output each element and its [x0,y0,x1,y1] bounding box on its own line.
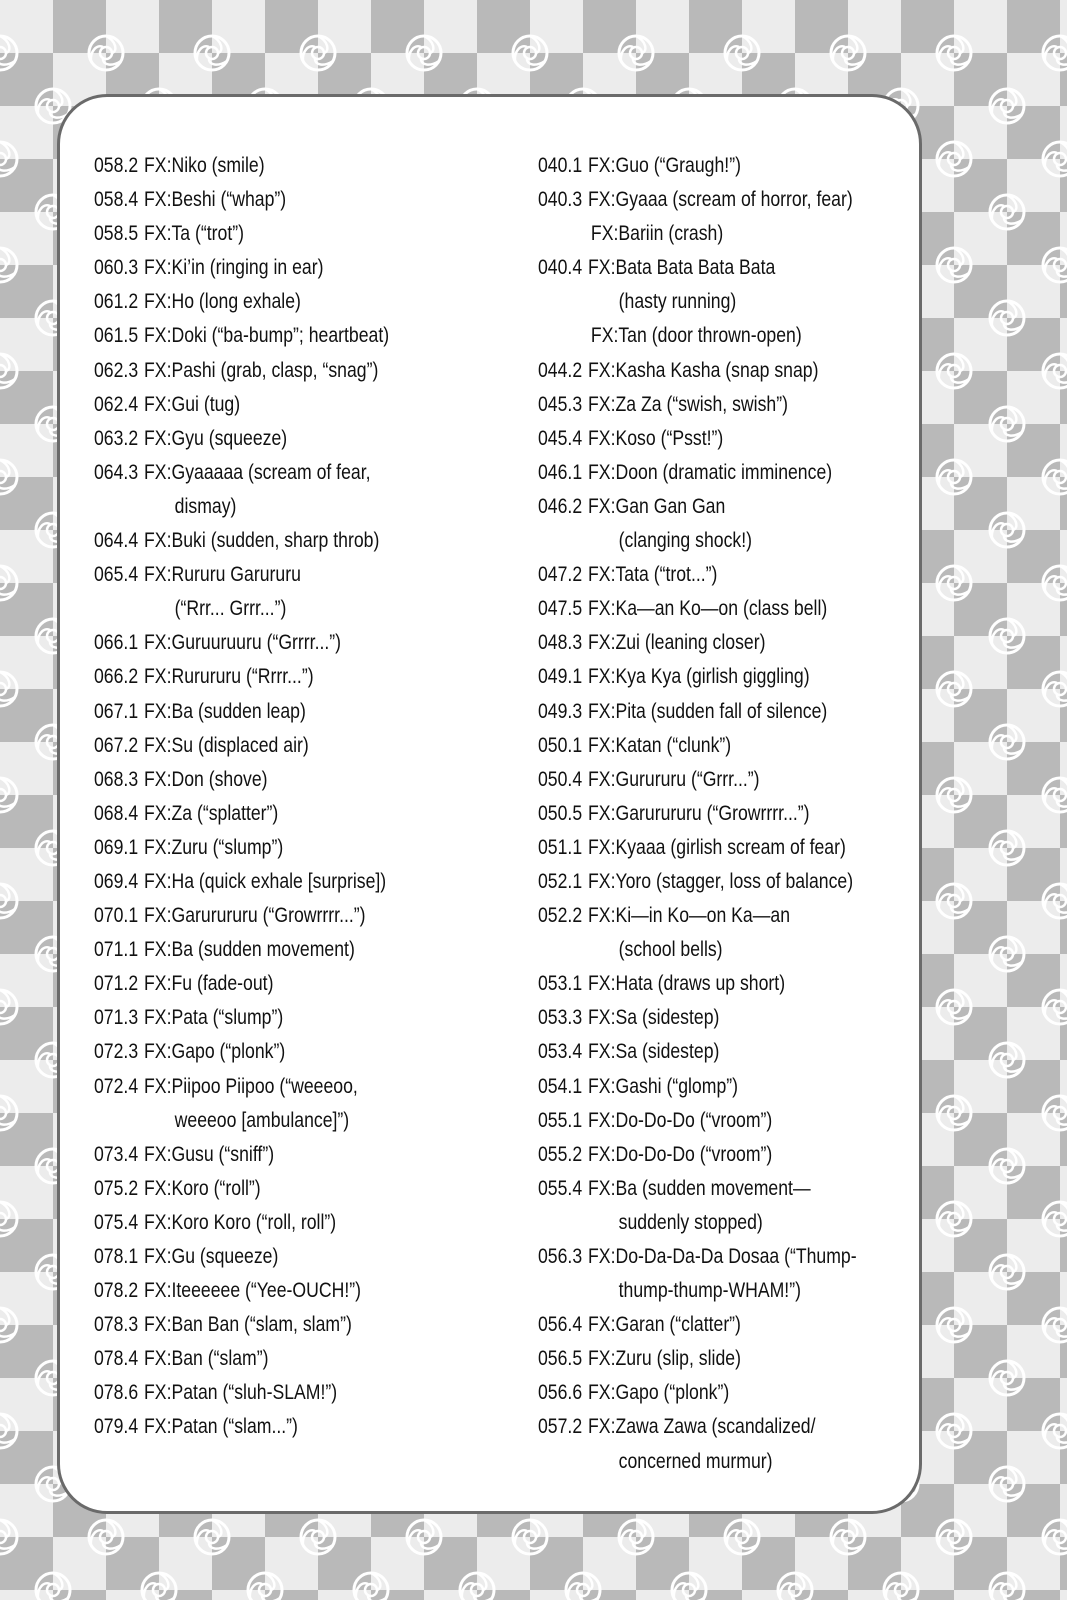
fx-entry [538,1308,861,1342]
fx-page-number: 078.4 [94,1347,139,1371]
fx-description: FX:Ki—in Ko—on Ka—an [588,904,791,928]
fx-description: FX:Koro Koro (“roll, roll”) [144,1210,337,1234]
fx-entry [94,967,438,1001]
fx-entry [94,1172,438,1206]
fx-entry [94,1308,438,1342]
fx-description-continued: concerned murmur) [618,1449,773,1473]
fx-entry [538,1376,861,1410]
fx-description-continued: thump-thump-WHAM!”) [618,1279,801,1303]
fx-page-number: 060.3 [94,256,139,280]
fx-description: FX:Ba (sudden movement— [588,1176,811,1200]
fx-entry [94,1410,438,1444]
fx-entry [538,865,861,899]
fx-description: FX:Ho (long exhale) [144,290,301,314]
fx-description: FX:Za (“splatter”) [144,801,279,825]
fx-page-number: 067.2 [94,733,139,757]
fx-page-number: 065.4 [94,563,139,587]
fx-description-continued: FX:Tan (door thrown-open) [590,324,802,348]
fx-entry [538,797,861,831]
fx-description: FX:Patan (“slam...”) [144,1415,298,1439]
fx-description: FX:Garurururu (“Growrrrr...”) [588,801,810,825]
fx-description: FX:Kasha Kasha (snap snap) [588,358,819,382]
fx-description: FX:Za Za (“swish, swish”) [588,392,788,416]
fx-entry [94,1035,438,1069]
fx-entry [94,899,438,933]
fx-description-continued: (clanging shock!) [618,529,752,553]
fx-description: FX:Koro (“roll”) [144,1176,261,1200]
fx-description: FX:Rururu Garururu [144,563,301,587]
fx-page-number: 047.2 [538,563,583,587]
fx-description: FX:Do-Do-Do (“vroom”) [588,1142,773,1166]
fx-page-number: 054.1 [538,1074,583,1098]
fx-page-number: 078.6 [94,1381,139,1405]
fx-description: FX:Yoro (stagger, loss of balance) [588,869,854,893]
fx-page-number: 064.4 [94,529,139,553]
fx-entry [94,1070,438,1138]
fx-description: FX:Tata (“trot...”) [588,563,718,587]
fx-entry [94,183,438,217]
fx-entry [94,1138,438,1172]
fx-description: FX:Garurururu (“Growrrrr...”) [144,904,366,928]
fx-page-number: 058.4 [94,188,139,212]
fx-entry [538,899,861,967]
fx-page-number: 068.4 [94,801,139,825]
fx-description: FX:Gyaaaaa (scream of fear, [144,460,371,484]
fx-description: FX:Su (displaced air) [144,733,309,757]
fx-description: FX:Gyu (squeeze) [144,426,288,450]
fx-entry [538,1410,861,1478]
fx-page-number: 040.4 [538,256,583,280]
fx-page-number: 061.5 [94,324,139,348]
fx-entry [538,660,861,694]
fx-description: FX:Pashi (grab, clasp, “snag”) [144,358,379,382]
fx-page-number: 050.4 [538,767,583,791]
fx-description: FX:Do-Do-Do (“vroom”) [588,1108,773,1132]
fx-page-number: 058.5 [94,222,139,246]
fx-description: FX:Pita (sudden fall of silence) [588,699,828,723]
fx-page-number: 055.4 [538,1176,583,1200]
fx-page-number: 057.2 [538,1415,583,1439]
fx-description: FX:Ban Ban (“slam, slam”) [144,1313,352,1337]
fx-page-number: 056.5 [538,1347,583,1371]
fx-page-number: 050.1 [538,733,583,757]
fx-page-number: 064.3 [94,460,139,484]
fx-page-number: 066.1 [94,631,139,655]
fx-description: FX:Pata (“slump”) [144,1006,284,1030]
fx-description-continued: (“Rrr... Grrr...”) [174,597,287,621]
fx-entry [94,1376,438,1410]
fx-page-number: 069.1 [94,835,139,859]
fx-page-number: 046.1 [538,460,583,484]
fx-description: FX:Doki (“ba-bump”; heartbeat) [144,324,390,348]
fx-description: FX:Gashi (“glomp”) [588,1074,738,1098]
fx-entry [94,763,438,797]
right-column [538,149,923,1479]
fx-entry [538,1070,861,1104]
fx-description: FX:Zuru (slip, slide) [588,1347,741,1371]
fx-description: FX:Ha (quick exhale [surprise]) [144,869,387,893]
fx-page-number: 073.4 [94,1142,139,1166]
fx-page-number: 071.3 [94,1006,139,1030]
fx-description: FX:Guo (“Graugh!”) [588,154,741,177]
fx-description: FX:Ta (“trot”) [144,222,244,246]
fx-entry [538,1138,861,1172]
fx-entry [538,831,861,865]
fx-description-continued: suddenly stopped) [618,1210,763,1234]
fx-page-number: 040.1 [538,154,583,177]
fx-entry [94,217,438,251]
fx-description: FX:Ba (sudden leap) [144,699,306,723]
fx-entry [538,1104,861,1138]
fx-page-number: 045.4 [538,426,583,450]
fx-page-number: 079.4 [94,1415,139,1439]
fx-page-number: 050.5 [538,801,583,825]
fx-description: FX:Kya Kya (girlish giggling) [588,665,810,689]
fx-entry [94,729,438,763]
fx-entry [94,1206,438,1240]
fx-description: FX:Doon (dramatic imminence) [588,460,833,484]
fx-entry [94,149,438,183]
fx-page-number: 045.3 [538,392,583,416]
fx-entry [538,1172,861,1240]
fx-entry [94,865,438,899]
fx-page-number: 051.1 [538,835,583,859]
fx-page-number: 055.2 [538,1142,583,1166]
fx-page-number: 063.2 [94,426,139,450]
fx-page-number: 049.1 [538,665,583,689]
fx-page-number: 061.2 [94,290,139,314]
fx-entry [538,558,861,592]
fx-page-number: 048.3 [538,631,583,655]
fx-page-number: 062.4 [94,392,139,416]
fx-entry [94,354,438,388]
fx-page-number: 068.3 [94,767,139,791]
fx-entry [538,1035,861,1069]
fx-entry [94,422,438,456]
fx-description: FX:Hata (draws up short) [588,972,786,996]
fx-description: FX:Iteeeeee (“Yee-OUCH!”) [144,1279,362,1303]
fx-description: FX:Garan (“clatter”) [588,1313,741,1337]
fx-page-number: 040.3 [538,188,583,212]
fx-page-number: 056.6 [538,1381,583,1405]
fx-page-number: 056.3 [538,1245,583,1268]
fx-description-continued: dismay) [174,494,237,518]
fx-entry [538,1001,861,1035]
fx-description: FX:Ka—an Ko—on (class bell) [588,597,828,621]
fx-page-number: 056.4 [538,1313,583,1337]
fx-description: FX:Kyaaa (girlish scream of fear) [588,835,846,859]
fx-page-number: 066.2 [94,665,139,689]
fx-entry [94,695,438,729]
fx-page-number: 075.2 [94,1176,139,1200]
fx-page-number: 053.3 [538,1006,583,1030]
fx-entry [538,1342,861,1376]
fx-description: FX:Zui (leaning closer) [588,631,766,655]
fx-page-number: 075.4 [94,1210,139,1234]
fx-page-number: 052.1 [538,869,583,893]
fx-entry [538,763,861,797]
fx-entry [94,319,438,353]
fx-description: FX:Gurururu (“Grrr...”) [588,767,760,791]
fx-description: FX:Gusu (“sniff”) [144,1142,275,1166]
fx-entry [94,388,438,422]
fx-page-number: 062.3 [94,358,139,382]
fx-page-number: 053.4 [538,1040,583,1064]
fx-page-number: 055.1 [538,1108,583,1132]
fx-page-number: 071.1 [94,938,139,962]
fx-page-number: 046.2 [538,494,583,518]
fx-description: FX:Gyaaa (scream of horror, fear) [588,188,853,212]
fx-description: FX:Fu (fade-out) [144,972,274,996]
fx-description: FX:Ki’in (ringing in ear) [144,256,324,280]
fx-entry [94,660,438,694]
fx-entry [538,626,861,660]
fx-description-continued: FX:Bariin (crash) [590,222,724,246]
fx-description: FX:Bata Bata Bata Bata [588,256,776,280]
fx-entry [94,933,438,967]
fx-entry [94,524,438,558]
fx-entry [94,251,438,285]
fx-entry [94,831,438,865]
fx-entry [538,149,861,183]
fx-entry [538,354,861,388]
fx-description: FX:Beshi (“whap”) [144,188,287,212]
fx-page-number: 070.1 [94,904,139,928]
fx-page-number: 053.1 [538,972,583,996]
fx-description: FX:Gui (tug) [144,392,241,416]
fx-entry [94,1274,438,1308]
fx-entry [538,1240,861,1308]
fx-page-number: 049.3 [538,699,583,723]
fx-description: FX:Don (shove) [144,767,268,791]
fx-entry [94,285,438,319]
fx-page-number: 078.1 [94,1245,139,1268]
left-column [94,149,504,1445]
fx-description: FX:Ban (“slam”) [144,1347,269,1371]
fx-description: FX:Gu (squeeze) [144,1245,279,1268]
fx-description: FX:Gan Gan Gan [588,494,726,518]
fx-entry [538,967,861,1001]
fx-entry [94,1001,438,1035]
fx-page-number: 058.2 [94,154,139,177]
fx-description: FX:Zuru (“slump”) [144,835,284,859]
fx-entry [94,456,438,524]
fx-description: FX:Patan (“sluh-SLAM!”) [144,1381,338,1405]
fx-entry [94,558,438,626]
fx-page-number: 069.4 [94,869,139,893]
fx-description: FX:Ba (sudden movement) [144,938,355,962]
fx-description: FX:Buki (sudden, sharp throb) [144,529,380,553]
fx-description-continued: (school bells) [618,938,723,962]
fx-page-number: 047.5 [538,597,583,621]
fx-page-number: 071.2 [94,972,139,996]
fx-entry [538,422,861,456]
fx-entry [94,797,438,831]
fx-entry [538,456,861,490]
fx-entry [538,251,861,353]
fx-description: FX:Do-Da-Da-Da Dosaa (“Thump- [588,1245,857,1268]
fx-description-continued: weeeoo [ambulance]”) [174,1108,350,1132]
fx-entry [538,695,861,729]
fx-description-continued: (hasty running) [618,290,737,314]
fx-description: FX:Zawa Zawa (scandalized/ [588,1415,816,1439]
fx-entry [538,183,861,251]
fx-description: FX:Rurururu (“Rrrr...”) [144,665,314,689]
fx-entry [538,729,861,763]
fx-description: FX:Guruuruuru (“Grrrr...”) [144,631,342,655]
fx-entry [94,1240,438,1274]
fx-description: FX:Niko (smile) [144,154,265,177]
fx-description: FX:Piipoo Piipoo (“weeeoo, [144,1074,358,1098]
fx-page-number: 072.3 [94,1040,139,1064]
fx-entry [538,490,861,558]
fx-page-number: 044.2 [538,358,583,382]
fx-entry [538,592,861,626]
fx-description: FX:Sa (sidestep) [588,1040,720,1064]
fx-description: FX:Gapo (“plonk”) [144,1040,286,1064]
fx-description: FX:Gapo (“plonk”) [588,1381,730,1405]
fx-page-number: 078.3 [94,1313,139,1337]
fx-description: FX:Koso (“Psst!”) [588,426,724,450]
fx-glossary-card [57,94,922,1514]
fx-page-number: 052.2 [538,904,583,928]
fx-entry [538,388,861,422]
fx-description: FX:Katan (“clunk”) [588,733,732,757]
fx-entry [94,626,438,660]
fx-page-number: 078.2 [94,1279,139,1303]
fx-page-number: 067.1 [94,699,139,723]
fx-page-number: 072.4 [94,1074,139,1098]
fx-entry [94,1342,438,1376]
fx-description: FX:Sa (sidestep) [588,1006,720,1030]
